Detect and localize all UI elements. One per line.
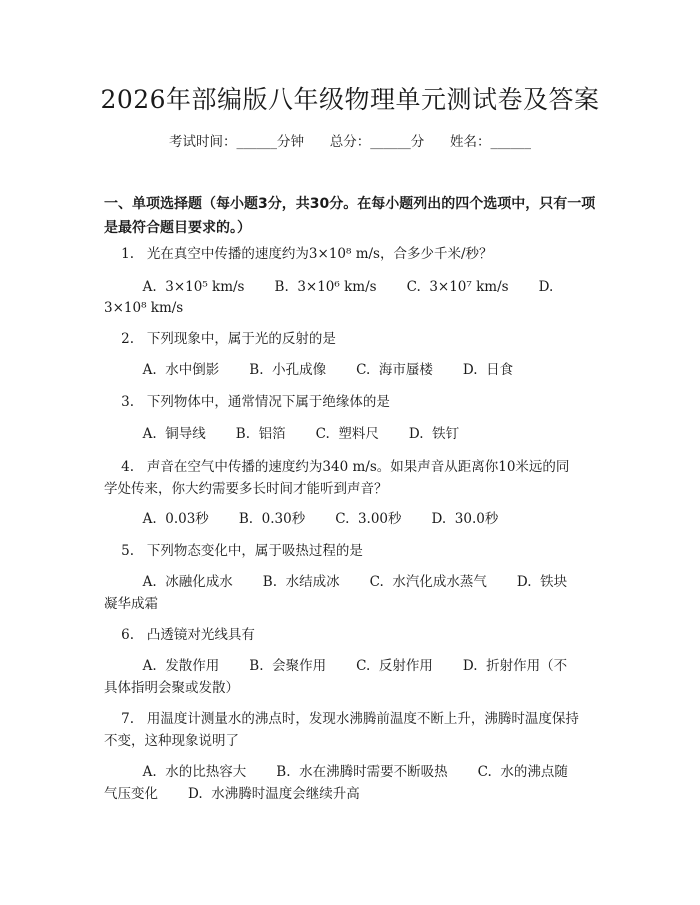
- question-4-text-cont: 学处传来，你大约需要多长时间才能听到声音？: [104, 481, 388, 497]
- question-1-options-cont: 3×10⁸ km/s: [104, 300, 184, 316]
- question-6-text: 6. 凸透镜对光线具有: [104, 627, 255, 643]
- section-heading: [104, 192, 604, 240]
- question-4-options: A. 0.03秒 B. 0.30秒 C. 3.00秒 D. 30.0秒: [104, 511, 499, 527]
- question-7-text: 7. 用温度计测量水的沸点时，发现水沸腾前温度不断上升，沸腾时温度保持: [104, 711, 579, 727]
- question-5-options: A. 冰融化成水 B. 水结成冰 C. 水汽化成水蒸气 D. 铁块: [104, 574, 568, 590]
- question-7-options: A. 水的比热容大 B. 水在沸腾时需要不断吸热 C. 水的沸点随: [104, 764, 568, 780]
- exam-meta-line: 考试时间：______分钟 总分：______分 姓名：______: [169, 134, 531, 150]
- question-2-text: 2. 下列现象中，属于光的反射的是: [104, 331, 336, 347]
- question-5-options-cont: 凝华成霜: [104, 596, 158, 612]
- question-6-options: A. 发散作用 B. 会聚作用 C. 反射作用 D. 折射作用（不: [104, 658, 568, 674]
- section-heading-line-2: 是最符合题目要求的。）: [104, 220, 251, 236]
- question-1-text: 1. 光在真空中传播的速度约为3×10⁸ m/s，合多少千米/秒？: [104, 246, 493, 262]
- question-7-text-cont: 不变，这种现象说明了: [104, 733, 239, 749]
- question-5-text: 5. 下列物态变化中，属于吸热过程的是: [104, 543, 363, 559]
- question-4-text: 4. 声音在空气中传播的速度约为340 m/s。如果声音从距离你10米远的同: [104, 459, 570, 475]
- question-3-text: 3. 下列物体中，通常情况下属于绝缘体的是: [104, 394, 390, 410]
- section-heading-line-1: 一、单项选择题（每小题3分，共30分。在每小题列出的四个选项中，只有一项: [104, 196, 596, 212]
- question-2-options: A. 水中倒影 B. 小孔成像 C. 海市蜃楼 D. 日食: [104, 362, 514, 378]
- question-1-options: A. 3×10⁵ km/s B. 3×10⁶ km/s C. 3×10⁷ km/s D.: [104, 279, 554, 295]
- exam-title: 2026年部编版八年级物理单元测试卷及答案: [100, 85, 600, 114]
- question-6-options-cont: 具体指明会聚或发散）: [104, 680, 239, 696]
- question-7-options-cont: 气压变化 D. 水沸腾时温度会继续升高: [104, 786, 360, 802]
- question-3-options: A. 铜导线 B. 铝箔 C. 塑料尺 D. 铁钉: [104, 426, 460, 442]
